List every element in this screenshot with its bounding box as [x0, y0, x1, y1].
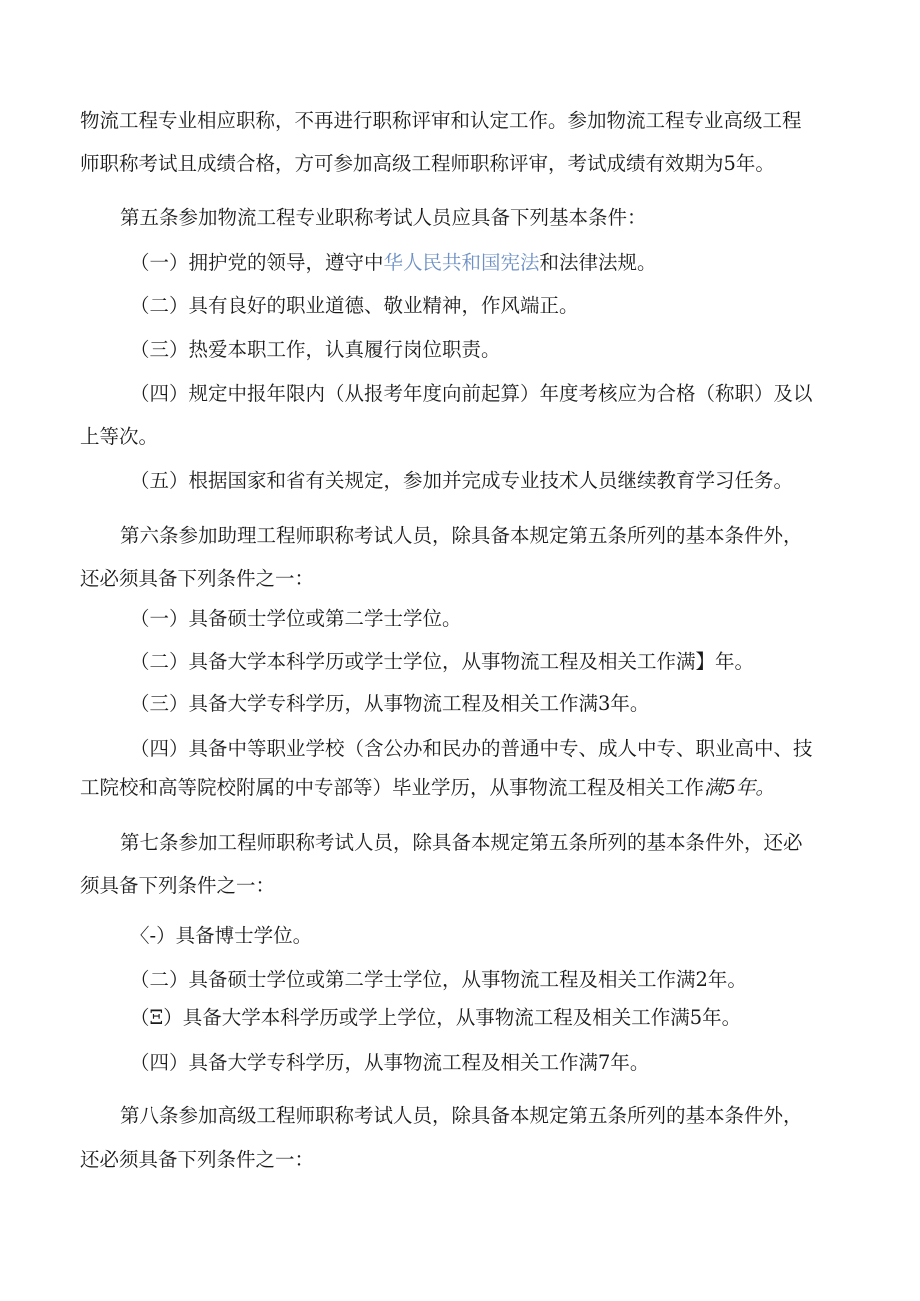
article-5-item-4-cont: 上等次。: [80, 425, 159, 448]
item-text: 和法律法规。: [539, 251, 657, 274]
article-6-item-4-cont: [80, 774, 775, 802]
article-8-heading: 第八条参加高级工程师职称考试人员，除具备本规定第五条所列的基本条件外，: [120, 1104, 803, 1127]
article-8-heading-cont: 还必须具备下列条件之一：: [80, 1148, 315, 1171]
article-6-heading-cont: 还必须具备下列条件之一：: [80, 567, 315, 590]
paragraph-line: 物流工程专业相应职称，不再进行职称评审和认定工作。参加物流工程专业高级工程: [80, 109, 802, 132]
article-5-item-3: （三）热爱本职工作，认真履行岗位职责。: [130, 338, 501, 361]
article-7-item-1: 〈-）具备博士学位。: [130, 924, 313, 947]
article-6-item-3: （三）具备大学专科学历，从事物流工程及相关工作满3年。: [130, 692, 650, 715]
article-7-heading: 第七条参加工程师职称考试人员，除具备本规定第五条所列的基本条件外，还必: [120, 831, 803, 854]
article-5-item-5: （五）根据国家和省有关规定，参加并完成专业技术人员继续教育学习任务。: [130, 469, 794, 492]
item-text: 工院校和高等院校附属的中专部等）毕业学历，从事物流工程及相关工作: [80, 776, 705, 799]
item-text: （一）拥护党的领导，遵守中: [130, 251, 384, 274]
article-5-item-2: （二）具有良好的职业道德、敬业精神，作风端正。: [130, 294, 579, 317]
article-6-item-4: （四）具备中等职业学校（含公办和民办的普通中专、成人中专、职业高中、技: [130, 737, 813, 760]
item-text-italic: 满5年。: [704, 776, 775, 799]
article-7-item-2: （二）具备硕士学位或第二学士学位，从事物流工程及相关工作满2年。: [130, 968, 747, 991]
article-6-item-1: （一）具备硕士学位或第二学士学位。: [130, 607, 462, 630]
article-6-heading: 第六条参加助理工程师职称考试人员，除具备本规定第五条所列的基本条件外，: [120, 524, 803, 547]
paragraph-line: 师职称考试且成绩合格，方可参加高级工程师职称评审，考试成绩有效期为5年。: [80, 152, 775, 175]
article-5-item-4: （四）规定中报年限内（从报考年度向前起算）年度考核应为合格（称职）及以: [130, 382, 813, 405]
constitution-link[interactable]: 华人民共和国宪法: [383, 251, 540, 274]
article-5-heading: 第五条参加物流工程专业职称考试人员应具备下列基本条件：: [120, 206, 647, 229]
article-7-item-4: （四）具备大学专科学历，从事物流工程及相关工作满7年。: [130, 1051, 650, 1074]
article-5-item-1: [130, 249, 657, 277]
article-7-item-3: （Ξ）具备大学本科学历或学上学位，从事物流工程及相关工作满5年。: [130, 1006, 742, 1029]
article-7-heading-cont: 须具备下列条件之一：: [80, 874, 276, 897]
article-6-item-2: （二）具备大学本科学历或学士学位，从事物流工程及相关工作满】年。: [130, 650, 755, 673]
